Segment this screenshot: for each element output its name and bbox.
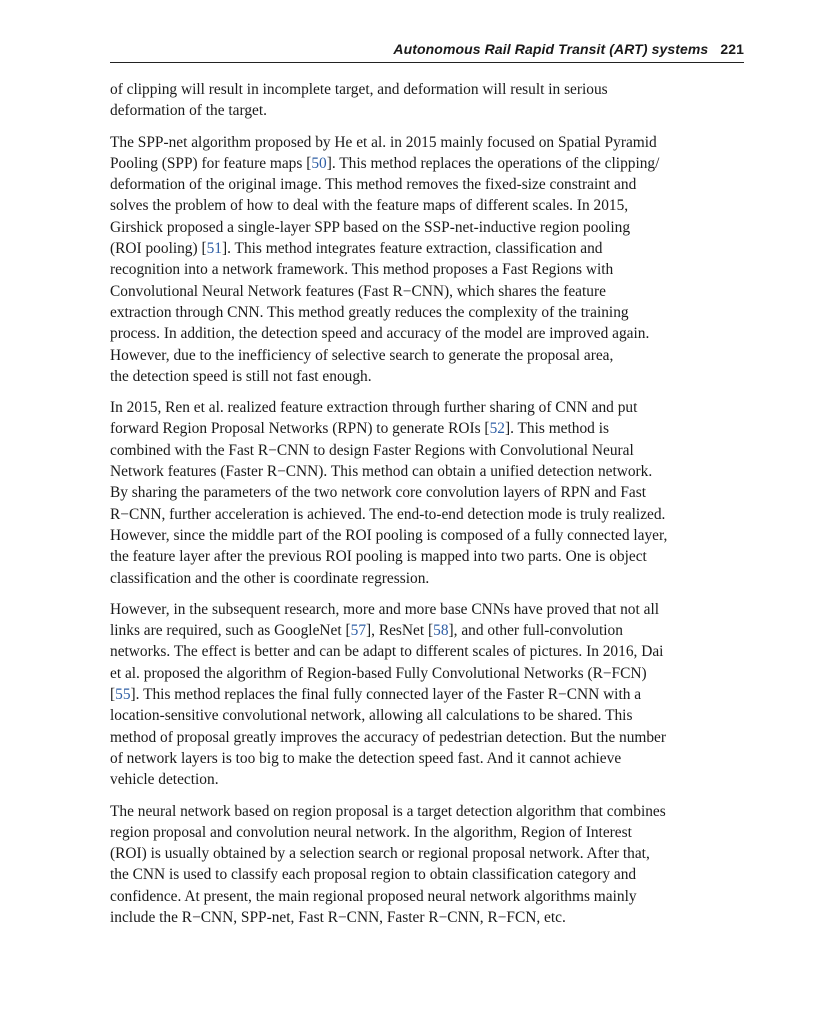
text-line: [110, 238, 744, 259]
running-header: [110, 38, 744, 63]
text-segment: confidence. At present, the main regional proposed neural network algorithms mainly: [110, 887, 637, 905]
paragraph: [110, 397, 744, 589]
text-line: [110, 461, 744, 482]
text-segment: (ROI) is usually obtained by a selection search or regional proposal network. After that,: [110, 845, 650, 863]
text-segment: Girshick proposed a single-layer SPP based on the SSP-net-inductive region pooling: [110, 218, 631, 236]
text-segment: include the R−CNN, SPP-net, Fast R−CNN, Faster R−CNN, R−FCN, etc.: [110, 908, 566, 926]
text-segment: R−CNN, further acceleration is achieved. The end-to-end detection mode is truly realized.: [110, 505, 666, 523]
citation-link[interactable]: 50: [311, 154, 327, 172]
paragraph: [110, 132, 744, 388]
text-line: [110, 440, 744, 461]
citation-link[interactable]: 51: [206, 240, 222, 258]
text-line: [110, 769, 744, 790]
text-segment: classification and the other is coordinate regression.: [110, 569, 430, 587]
text-segment: location-sensitive convolutional network, allowing all calculations to be shared. This: [110, 707, 633, 725]
running-title: Autonomous Rail Rapid Transit (ART) systems: [393, 41, 709, 57]
text-segment: recognition into a network framework. This method proposes a Fast Regions with: [110, 261, 614, 279]
body-text: [110, 79, 744, 938]
text-line: [110, 397, 744, 418]
text-line: [110, 886, 744, 907]
text-line: [110, 843, 744, 864]
text-segment: ]. This method integrates feature extraction, classification and: [222, 240, 603, 258]
text-line: [110, 132, 744, 153]
text-line: [110, 727, 744, 748]
text-line: [110, 705, 744, 726]
text-segment: method of proposal greatly improves the accuracy of pedestrian detection. But the number: [110, 728, 667, 746]
text-line: [110, 323, 744, 344]
citation-link[interactable]: 57: [350, 622, 367, 640]
text-line: [110, 345, 744, 366]
text-segment: However, in the subsequent research, more and more base CNNs have proved that not all: [110, 600, 659, 618]
text-segment: deformation of the original image. This method removes the fixed-size constraint and: [110, 176, 637, 194]
text-line: [110, 195, 744, 216]
text-line: [110, 599, 744, 620]
text-segment: Pooling (SPP) for feature maps [: [110, 154, 312, 172]
text-line: [110, 864, 744, 885]
text-segment: However, due to the inefficiency of selective search to generate the proposal area,: [110, 346, 614, 364]
text-segment: ], ResNet [: [366, 622, 434, 640]
text-segment: forward Region Proposal Networks (RPN) to generate ROIs [: [110, 420, 490, 438]
text-line: [110, 568, 744, 589]
text-line: [110, 907, 744, 928]
text-line: [110, 620, 744, 641]
text-segment: vehicle detection.: [110, 771, 219, 789]
text-line: [110, 366, 744, 387]
text-segment: the CNN is used to classify each proposal region to obtain classification category and: [110, 866, 637, 884]
text-segment: process. In addition, the detection speed and accuracy of the model are improved again.: [110, 325, 650, 343]
text-line: [110, 546, 744, 567]
text-line: [110, 801, 744, 822]
text-line: [110, 822, 744, 843]
text-segment: ]. This method replaces the operations of the clipping/: [326, 154, 660, 172]
text-segment: (ROI pooling) [: [110, 240, 207, 258]
text-line: [110, 259, 744, 280]
paragraph: [110, 801, 744, 929]
text-segment: ], and other full-convolution: [448, 622, 623, 640]
citation-link[interactable]: 58: [433, 622, 449, 640]
paragraph: [110, 599, 744, 791]
text-line: [110, 641, 744, 662]
text-line: [110, 684, 744, 705]
paragraph: [110, 79, 744, 122]
text-line: [110, 663, 744, 684]
page-number: 221: [720, 41, 744, 57]
text-line: [110, 153, 744, 174]
text-line: [110, 302, 744, 323]
text-segment: ]. This method replaces the final fully connected layer of the Faster R−CNN with a: [130, 686, 642, 704]
text-segment: region proposal and convolution neural network. In the algorithm, Region of Interest: [110, 823, 632, 841]
text-segment: of network layers is too big to make the detection speed fast. And it cannot achieve: [110, 749, 622, 767]
text-segment: The SPP-net algorithm proposed by He et al. in 2015 mainly focused on Spatial Pyramid: [110, 133, 657, 151]
text-segment: By sharing the parameters of the two network core convolution layers of RPN and Fast: [110, 484, 646, 502]
text-segment: [: [110, 686, 116, 704]
text-segment: Convolutional Neural Network features (Fast R−CNN), which shares the feature: [110, 282, 606, 300]
text-segment: extraction through CNN. This method greatly reduces the complexity of the training: [110, 303, 629, 321]
text-line: [110, 482, 744, 503]
text-line: [110, 418, 744, 439]
citation-link[interactable]: 55: [115, 686, 131, 704]
text-segment: links are required, such as GoogleNet [: [110, 622, 351, 640]
text-line: [110, 504, 744, 525]
text-segment: combined with the Fast R−CNN to design Faster Regions with Convolutional Neural: [110, 441, 634, 459]
text-segment: the detection speed is still not fast enough.: [110, 367, 372, 385]
text-segment: of clipping will result in incomplete target, and deformation will result in serious: [110, 81, 608, 98]
text-segment: In 2015, Ren et al. realized feature extraction through further sharing of CNN and put: [110, 399, 638, 417]
text-line: [110, 525, 744, 546]
text-segment: et al. proposed the algorithm of Region-based Fully Convolutional Networks (R−FCN): [110, 664, 647, 682]
text-segment: solves the problem of how to deal with the feature maps of different scales. In 2015,: [110, 197, 629, 215]
text-line: [110, 217, 744, 238]
text-line: [110, 100, 744, 121]
text-line: [110, 281, 744, 302]
text-segment: The neural network based on region proposal is a target detection algorithm that combines: [110, 802, 666, 820]
text-segment: Network features (Faster R−CNN). This method can obtain a unified detection network.: [110, 463, 653, 481]
text-line: [110, 748, 744, 769]
text-segment: deformation of the target.: [110, 102, 267, 120]
text-segment: networks. The effect is better and can be adapt to different scales of pictures. In 2016, Dai: [110, 643, 664, 661]
text-segment: However, since the middle part of the ROI pooling is composed of a fully connected layer,: [110, 526, 668, 544]
text-line: [110, 79, 744, 100]
text-segment: ]. This method is: [504, 420, 609, 438]
text-line: [110, 174, 744, 195]
citation-link[interactable]: 52: [489, 420, 505, 438]
text-segment: the feature layer after the previous ROI pooling is mapped into two parts. One is object: [110, 548, 647, 566]
